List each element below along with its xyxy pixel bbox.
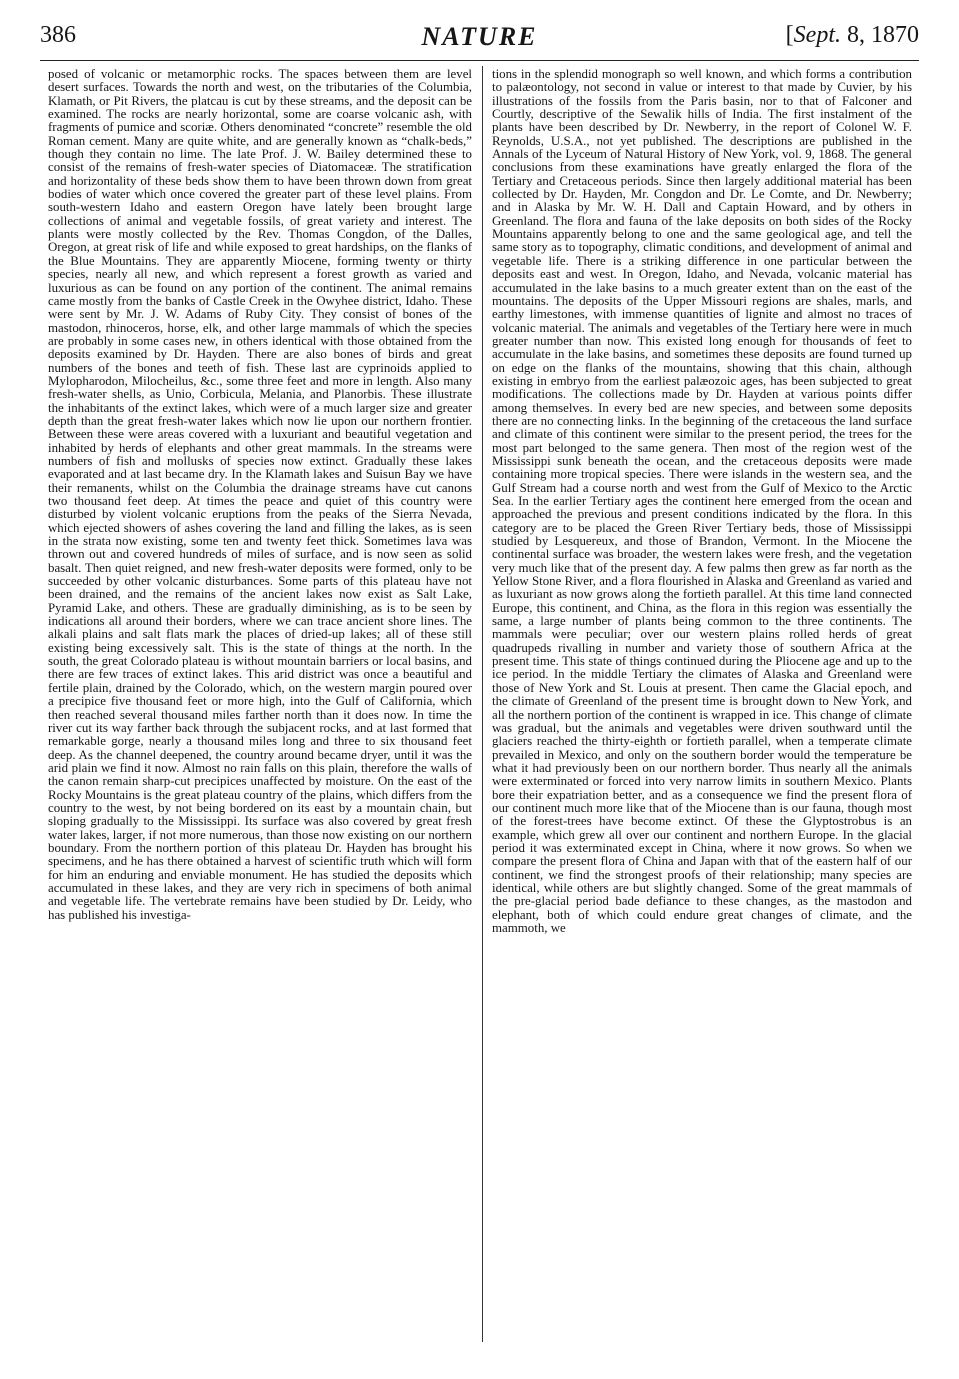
left-paragraph: posed of volcanic or metamorphic rocks. The spaces between them are level desert surfaces. Towards the north and west, on the tributaries of the Columbia, Klamath, or Pit Rivers, the platcau is cut by these streams, and the deposit can be examined. The rocks are nearly horizontal, some are coarse volcanic ash, with fragments of pumice and scoriæ. Others denominated “concrete” resemble the old Roman cement. Many are quite white, and are generally known as “chalk-beds,” though they contain no lime. The late Prof. J. W. Bailey determined these to consist of the remains of fresh-water species of Diatomaceæ. The stratification and horizontality of these beds show them to have been thrown down from great bodies of water which once covered the greater part of these level plains. From south-western Idaho and eastern Oregon have lately been brought large collections of animal and vegetable fossils, of great variety and interest. The plants were mostly collected by the Rev. Thomas Congdon, of the Dalles, Oregon, at great risk of life and while exposed to great hardships, on the flanks of the Blue Mountains. They are apparently Miocene, forming twenty or thirty species, nearly all new, and which represent a forest growth as varied and luxurious as can be found on any portion of the continent. The animal remains came mostly from the banks of Castle Creek in the Owyhee district, Idaho. These were sent by Mr. J. W. Adams of Ruby City. They consist of bones of the mastodon, rhinoceros, horse, elk, and other large mammals of which the species are probably in some cases new, in others identical with those obtained from the deposits examined by Dr. Hayden. There are also bones of birds and great numbers of the bones and teeth of fish. These last are cyprinoids applied to Mylopharodon, Milocheilus, &c., some three feet and more in length. Also many fresh-water shells, as Unio, Corbicula, Melania, and Planorbis. These illustrate the inhabitants of the extinct lakes, which were of a much larger size and greater depth than the great fresh-water lakes which now lie upon our northern frontier. Between these were areas covered with a luxuriant and beautiful vegetation and inhabited by herds of elephants and other great mammals. In the streams were numbers of fish and mollusks of species now extinct. Gradually these lakes evaporated and at last became dry. In the Klamath lakes and Suisun Bay we have their remanents, whilst on the Columbia the drainage streams have cut canons two thousand feet deep. At times the peace and quiet of this country were disturbed by violent volcanic eruptions from the peaks of the Sierra Nevada, which ejected showers of ashes covering the land and filling the lakes, as is seen in the strata now existing, some ten and twenty feet thick. Sometimes lava was thrown out and covered hundreds of miles of surface, and is now seen as solid basalt. Then quiet reigned, and new fresh-water deposits were formed, only to be succeeded by other volcanic disturbances. Some parts of this plateau have not been drained, and the remains of the ancient lakes now exist as Salt Lake, Pyramid Lake, and others. These are gradually diminishing, as is to be seen by indications all around their borders, where we can trace ancient shore lines. The alkali plains and salt flats mark the places of dried-up lakes; all of these still existing being excessively salt. This is the state of things at the north. In the south, the great Colorado plateau is without mountain barriers or local basins, and there are few traces of extinct lakes. This arid district was once a beautiful and fertile plain, drained by the Colorado, which, on the western margin poured over a precipice five thousand feet or more high, into the Gulf of California, which then reached several thousand miles farther north than it does now. In time the river cut its way farther back through the subjacent rocks, and at last formed that remarkable gorge, nearly a thousand miles long and three to six thousand feet deep. As the channel deepened, the country around became dryer, until it was the arid plain we find it now. Almost no rain falls on this plain, therefore the walls of the canon remain sharp-cut precipices unaffected by moisture. On the east of the Rocky Mountains is the great plateau country of the plains, which differs from the country to the west, by not being bordered on its east by a mountain chain, but sloping gradually to the Mississippi. Its surface was also covered by great fresh water lakes, larger, if not more numerous, than those now existing on our northern boundary. From the northern portion of this plateau Dr. Hayden has brought his specimens, and he has there obtained a harvest of scientific truth which will form for him an enduring and enviable monument. He has studied the deposits which accumulated in these lakes, and they are very rich in specimens of both animal and vegetable life. The vertebrate remains have been studied by Dr. Leidy, who has published his investiga- bbox=[48, 68, 472, 922]
column-divider bbox=[482, 66, 483, 1342]
left-column bbox=[48, 68, 472, 1340]
running-header bbox=[40, 22, 919, 56]
header-rule bbox=[40, 60, 919, 61]
issue-date bbox=[786, 22, 919, 49]
right-column bbox=[492, 68, 912, 1340]
page-number: 386 bbox=[40, 22, 76, 48]
date-day-year: 8, 1870 bbox=[841, 22, 919, 48]
date-bracket: [ bbox=[785, 22, 794, 48]
journal-title: NATURE bbox=[421, 22, 538, 51]
date-month: Sept. bbox=[793, 22, 841, 48]
right-paragraph: tions in the splendid monograph so well known, and which forms a contribution to palæontology, not second in value or interest to that made by Cuvier, by his illustrations of the fossils from the Paris basin, nor to that of Falconer and Courtly, descriptive of the Sewalik hills of India. The first instalment of the plants have been described by Dr. Newberry, in the report of Colonel W. F. Reynolds, U.S.A., not yet published. The descriptions are published in the Annals of the Lyceum of Natural History of New York, vol. 9, 1868. The general conclusions from these examinations have greatly enlarged the flora of the Tertiary and Cretaceous periods. Since then largely additional material has been collected by Dr. Hayden, Mr. Congdon and Dr. Le Comte, and Dr. Newberry; and in Alaska by Mr. W. H. Dall and Captain Howard, and by others in Greenland. The flora and fauna of the lake deposits on both sides of the Rocky Mountains apparently belong to one and the same geological age, and tell the same story as to topography, climatic conditions, and development of animal and vegetable life. There is a striking difference in one particular between the deposits east and west. In Oregon, Idaho, and Nevada, volcanic material has accumulated in the lake basins to a much greater extent than on the east of the mountains. The deposits of the Upper Missouri regions are shales, marls, and earthy limestones, with immense quantities of lignite and almost no traces of volcanic material. The animals and vegetables of the Tertiary here were in much greater number than now. This existed long enough for thousands of feet to accumulate in the lake basins, and sometimes these deposits are found turned up on edge on the flanks of the mountains, showing that this chain, although existing in embryo from the earliest palæozoic ages, has been subjected to great modifications. The collections made by Dr. Hayden at various points differ among themselves. In every bed are new species, and between some deposits there are no connecting links. In the beginning of the cretaceous the land surface and climate of this continent were similar to the present period, the trees for the most part belonged to the same genera. Then most of the region west of the Mississippi sunk beneath the ocean, and the cretaceous deposits were made containing more tropical species. There were islands in the western sea, and the Gulf Stream had a course north and west from the Gulf of Mexico to the Arctic Sea. In the earlier Tertiary ages the continent here emerged from the ocean and approached the previous and present conditions indicated by the flora. In this category are to be placed the Green River Tertiary beds, those of Mississippi studied by Lesquereux, and those of Brandon, Vermont. In the Miocene the continental surface was broader, the western lakes were fresh, and the vegetation very much like that of the present day. A few palms then grew as far north as the Yellow Stone River, and a flora flourished in Alaska and Greenland as varied and as luxuriant as now grows along the fortieth parallel. At this time land connected Europe, this continent, and China, as the flora in this region was essentially the same, a large number of plants being common to the three continents. The mammals were peculiar; over our western plains rolled herds of great quadrupeds rivalling in number and variety those of southern Africa at the present time. This state of things continued during the Pliocene age and up to the ice period. In the middle Tertiary the climates of Alaska and Greenland were those of New York and St. Louis at present. Then came the Glacial epoch, and the climate of Greenland of the present time is brought down to New York, and all the northern portion of the continent is wrapped in ice. This change of climate was gradual, but the animals and vegetables were driven southward until the glaciers reached the thirty-eighth or fortieth parallel, when a temperate climate prevailed in Mexico, and only on the southern border would the temperature be what it had previously been on our northern border. Thus nearly all the animals were exterminated or forced into very narrow limits in southern Mexico. Plants bore their expatriation better, and as a consequence we find the present flora of our continent much more like that of the Miocene than is our fauna, though most of the forest-trees have become extinct. Of these the Glyptostrobus is an example, which grew all over our continent and northern Europe. In the glacial period it was exterminated except in China, where it now grows. So when we compare the present flora of China and Japan with that of the eastern half of our continent, we find the strongest proofs of their relationship; many species are identical, while others are but slightly changed. Some of the great mammals of the pre-glacial period bade defiance to these changes, as the mastodon and elephant, both of which could endure great changes of climate, and the mammoth, we bbox=[492, 68, 912, 935]
